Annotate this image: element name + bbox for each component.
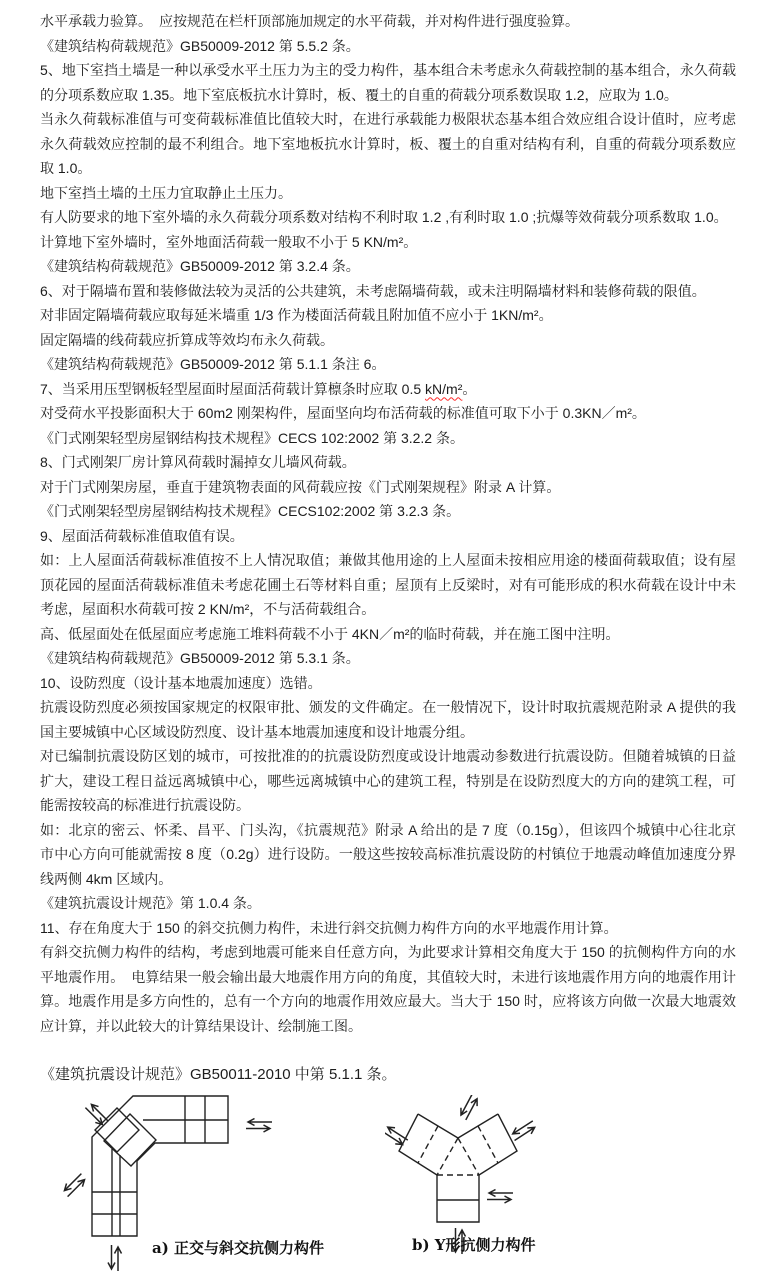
text-segment: 8、门式刚架厂房计算风荷载时漏掉女儿墙风荷载。 xyxy=(40,454,356,470)
paragraph xyxy=(40,205,736,230)
paragraph xyxy=(40,671,736,696)
text-segment: 9、屋面活荷载标准值取值有误。 xyxy=(40,527,244,544)
paragraph xyxy=(40,279,736,304)
paragraph xyxy=(40,58,736,107)
paragraph xyxy=(40,254,736,279)
text-segment: 抗震设防烈度必须按国家规定的权限审批、颁发的文件确定。在一般情况下，设计时取抗震规范附录 A 提供的我国主要城镇中心区域设防烈度、设计基本地震加速度和设计地震分组。 xyxy=(40,699,736,740)
paragraph xyxy=(40,230,736,255)
text-segment: 固定隔墙的线荷载应折算成等效均布永久荷载。 xyxy=(40,331,334,348)
text-segment: 7、当采用压型钢板轻型屋面时屋面活荷载计算檩条时应取 0.5 xyxy=(40,380,426,397)
text-segment: 10、设防烈度（设计基本地震加速度）选错。 xyxy=(40,674,322,691)
text-segment: 当永久荷载标准值与可变荷载标准值比值较大时，在进行承载能力极限状态基本组合效应组合设计值时，应考虑永久荷载效应控制的最不利组合。地下室地板抗水计算时，板、覆土的自重对结构有利，自重的荷载分项系数应取 1.0。 xyxy=(40,111,736,176)
text-segment: 对已编制抗震设防区划的城市，可按批准的的抗震设防烈度或设计地震动参数进行抗震设防。但随着城镇的日益扩大，建设工程日益远离城镇中心，哪些远离城镇中心的建筑工程，特别是在设防烈度大的方向的建筑工程，可能需按较高的标准进行抗震设防。 xyxy=(40,748,736,813)
paragraph xyxy=(40,916,736,941)
paragraph xyxy=(40,646,736,671)
text-segment: 如：上人屋面活荷载标准值按不上人情况取值；兼做其他用途的上人屋面未按相应用途的楼面荷载取值；设有屋顶花园的屋面活荷载标准值未考虑花圃土石等材料自重；屋顶有上反梁时，对有可能形成的积水荷载在设计中未考虑，屋面积水荷载可按 2 KN/m²，不与活荷载组合。 xyxy=(40,552,736,617)
figure-b-caption: b) Y形抗侧力构件 xyxy=(412,1236,536,1254)
paragraph xyxy=(40,622,736,647)
paragraph xyxy=(40,891,736,916)
text-segment: 计算地下室外墙时，室外地面活荷载一般取不小于 5 KN/m²。 xyxy=(40,233,418,250)
text-segment: 11、存在角度大于 150 的斜交抗侧力构件，未进行斜交抗侧力构件方向的水平地震作用计算。 xyxy=(40,919,618,936)
text-segment: 《门式刚架轻型房屋钢结构技术规程》CECS102:2002 第 3.2.3 条。 xyxy=(40,503,461,519)
paragraph xyxy=(40,303,736,328)
text-segment: 《建筑结构荷载规范》GB50009-2012 第 3.2.4 条。 xyxy=(40,258,360,274)
text-segment: 对受荷水平投影面积大于 60m2 刚架构件，屋面坚向均布活荷载的标准值可取下小于 0.3KN／m²。 xyxy=(40,405,646,421)
text-segment: 《建筑结构荷载规范》GB50009-2012 第 5.1.1 条注 6。 xyxy=(40,356,386,372)
text-segment: 高、低屋面处在低屋面应考虑施工堆料荷载不小于 4KN／m²的临时荷载，并在施工图中注明。 xyxy=(40,625,620,642)
paragraph xyxy=(40,818,736,892)
paragraph xyxy=(40,352,736,377)
paragraph xyxy=(40,401,736,426)
paragraph xyxy=(40,377,736,402)
paragraph xyxy=(40,499,736,524)
text-segment: 6、对于隔墙布置和装修做法较为灵活的公共建筑，未考虑隔墙荷载，或未注明隔墙材料和装修荷载的限值。 xyxy=(40,282,706,299)
paragraph xyxy=(40,34,736,59)
paragraph xyxy=(40,328,736,353)
paragraph xyxy=(40,548,736,622)
paragraph xyxy=(40,524,736,549)
text-segment: 《建筑抗震设计规范》第 1.0.4 条。 xyxy=(40,895,261,911)
paragraph xyxy=(40,181,736,206)
text-segment: 地下室挡土墙的土压力宜取静止土压力。 xyxy=(40,184,292,201)
text-segment: 水平承载力验算。 应按规范在栏杆顶部施加规定的水平荷载，并对构件进行强度验算。 xyxy=(40,13,579,29)
text-segment: 《建筑抗震设计规范》GB50011-2010 中第 5.1.1 条。 xyxy=(40,1065,397,1083)
text-segment: 《建筑结构荷载规范》GB50009-2012 第 5.5.2 条。 xyxy=(40,37,360,54)
paragraph xyxy=(40,1063,736,1088)
paragraph xyxy=(40,475,736,500)
text-segment: 。 xyxy=(462,380,477,397)
text-segment: 5、地下室挡土墙是一种以承受水平土压力为主的受力构件，基本组合未考虑永久荷载控制的基本组合，永久荷载的分项系数应取 1.35。地下室底板抗水计算时，板、覆土的自重的荷载分项系数误取 1.2，应取为 1.0。 xyxy=(40,62,736,103)
text-segment: 《门式刚架轻型房屋钢结构技术规程》CECS 102:2002 第 3.2.2 条。 xyxy=(40,429,464,446)
misspelled-text: kN/m² xyxy=(425,380,463,397)
text-segment: 对非固定隔墙荷载应取每延米墙重 1/3 作为楼面活荷载且附加值不应小于 1KN/m²。 xyxy=(40,307,553,323)
figures-row xyxy=(0,1093,772,1275)
paragraph xyxy=(40,940,736,1038)
text-segment: 有人防要求的地下室外墙的永久荷载分项系数对结构不利时取 1.2 ,有利时取 1.0 ;抗爆等效荷载分项系数取 1.0。 xyxy=(40,209,728,225)
paragraph xyxy=(40,744,736,818)
paragraph xyxy=(40,107,736,181)
text-segment: 有斜交抗侧力构件的结构，考虑到地震可能来自任意方向，为此要求计算相交角度大于 150 的抗侧构件方向的水平地震作用。 电算结果一般会输出最大地震作用方向的角度，其值较大时，未进行该地震作用方向的地震作用计算。地震作用是多方向性的，总有一个方向的地震作用效应最大。当大于 150 时，应将该方向做一次最大地震效应计算，并以此较大的计算结果设计、绘制施工图。 xyxy=(40,944,736,1034)
paragraph xyxy=(40,450,736,475)
text-segment: 对于门式刚架房屋，垂直于建筑物表面的风荷载应按《门式刚架规程》附录 A 计算。 xyxy=(40,478,561,495)
paragraph xyxy=(40,695,736,744)
figure-a-caption: a) 正交与斜交抗侧力构件 xyxy=(152,1239,325,1257)
text-segment: 《建筑结构荷载规范》GB50009-2012 第 5.3.1 条。 xyxy=(40,650,360,666)
paragraph xyxy=(40,9,736,34)
text-segment: 如：北京的密云、怀柔、昌平、门头沟，《抗震规范》附录 A 给出的是 7 度（0.15g），但该四个城镇中心往北京市中心方向可能就需按 8 度（0.2g）进行设防。一般这些按较高标准抗震设防的村镇位于地震动峰值加速度分界线两侧 4km 区域内。 xyxy=(40,821,736,887)
paragraph xyxy=(40,426,736,451)
